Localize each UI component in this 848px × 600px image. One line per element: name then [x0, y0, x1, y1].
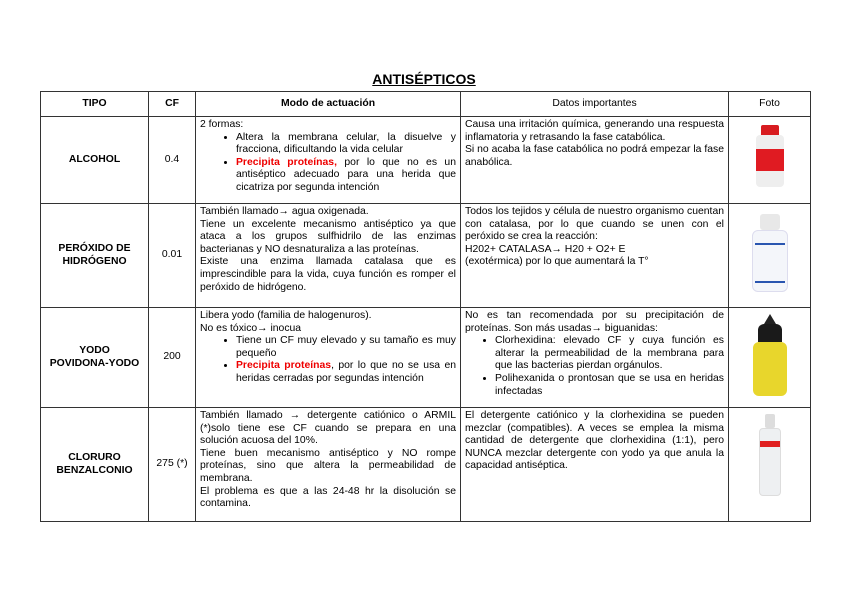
text-line: También llamado → detergente catiónico o ARMIL (*)solo tiene ese CF cuando se prepara en una solución acuosa del 10%. [200, 410, 456, 447]
text-line: No es tóxico→ inocua [200, 322, 302, 334]
highlight-text: Precipita proteínas [236, 360, 332, 372]
text: por lo que no es un antiséptico adecuado para una herida que cicatriza por segunda intención [236, 156, 456, 193]
text: , por lo que no se usa en heridas cerradas por segundas intención [236, 360, 456, 384]
text-line: No es tan recomendada por su precipitación de proteínas. Son más usadas→ biguanidas: [465, 310, 724, 334]
alcohol-bottle-image [756, 125, 784, 187]
hydrogen-peroxide-bottle-image [752, 214, 788, 292]
modo-cell [196, 408, 461, 522]
list-item: • Tiene un CF muy elevado y su tamaño es muy pequeño [236, 335, 456, 360]
text-line: Causa una irritación química, generando una respuesta inflamatoria y retrasando la fase catabólica. [465, 119, 724, 143]
povidone-iodine-bottle-image [753, 314, 787, 396]
cf-cell: 0.01 [149, 204, 196, 308]
list-item: • Polihexanida o prontosan que se usa en heridas infectadas [495, 373, 724, 398]
text-line: BENZALCONIO [56, 464, 133, 476]
text-line: Tiene un excelente mecanismo antiséptico ya que ataca a los grupos sulfhidrilo de las enzimas bacterianas y NO desnaturaliza a las proteínas. [200, 218, 456, 255]
cf-cell: 0.4 [149, 117, 196, 204]
cf-cell: 275 (*) [149, 408, 196, 522]
text-line: Todos los tejidos y célula de nuestro organismo cuentan con catalasa, por lo que cuando se unen con el peróxido se crea la reacción: [465, 206, 724, 243]
datos-cell [461, 308, 729, 408]
text-line: Libera yodo (familia de halogenuros). [200, 310, 372, 321]
datos-cell [461, 117, 729, 204]
text-line: HIDRÓGENO [62, 255, 127, 267]
text-line: YODO [79, 344, 110, 356]
benzalkonium-bottle-image [759, 414, 781, 496]
foto-cell [729, 117, 811, 204]
text-line: Tiene buen mecanismo antiséptico y NO rompe proteínas, sino que altera la permeabilidad de membrana. [200, 447, 456, 484]
text-line: CLORURO [68, 451, 121, 463]
header-datos: Datos importantes [461, 92, 729, 117]
text-line: 2 formas: [200, 119, 244, 130]
tipo-cell [41, 308, 149, 408]
text-line: Existe una enzima llamada catalasa que es imprescindible para la vida, cuya función es romper el peróxido de hidrógeno. [200, 256, 456, 293]
table-row [41, 408, 811, 522]
highlight-text: Precipita proteínas, [236, 156, 337, 168]
datos-cell [461, 204, 729, 308]
header-foto: Foto [729, 92, 811, 117]
cf-cell: 200 [149, 308, 196, 408]
text-line: También llamado→ agua oxigenada. [200, 206, 369, 217]
text-line: POVIDONA-YODO [49, 357, 140, 369]
header-tipo: TIPO [41, 92, 149, 117]
text-line: H202+ CATALASA→ H20 + O2+ E [465, 243, 626, 255]
foto-cell [729, 408, 811, 522]
header-row [41, 92, 811, 117]
datos-cell [461, 408, 729, 522]
list-item: • Clorhexidina: elevado CF y cuya función es alterar la permeabilidad de la membrana para que las bacterias pierdan orgánulos. [495, 335, 724, 373]
tipo-cell [41, 204, 149, 308]
modo-cell [196, 117, 461, 204]
foto-cell [729, 204, 811, 308]
foto-cell [729, 308, 811, 408]
text-line: Si no acaba la fase catabólica no podrá empezar la fase anabólica. [465, 144, 724, 168]
modo-cell [196, 204, 461, 308]
table-row [41, 204, 811, 308]
table-row [41, 308, 811, 408]
list-item [236, 360, 456, 385]
list-item [236, 157, 456, 195]
antiseptics-table [40, 91, 811, 522]
tipo-cell [41, 408, 149, 522]
text-line: El problema es que a las 24-48 hr la disolución se contamina. [200, 485, 456, 510]
text-line: El detergente catiónico y la clorhexidina se pueden mezclar (compatibles). A veces se emplea la misma cantidad de detergente que clorhexidina (1:1), pero NUNCA mezclar detergente con yodo ya que anula la capacidad antiséptica. [465, 410, 724, 472]
header-modo: Modo de actuación [196, 92, 461, 117]
tipo-cell: ALCOHOL [41, 117, 149, 204]
modo-cell [196, 308, 461, 408]
table-row [41, 117, 811, 204]
text-line: PERÓXIDO DE [58, 242, 131, 254]
header-cf: CF [149, 92, 196, 117]
list-item: • Altera la membrana celular, la disuelve y fracciona, dificultando la vida celular [236, 132, 456, 157]
page-title: ANTISÉPTICOS [372, 71, 476, 87]
text-line: (exotérmica) por lo que aumentará la T° [465, 256, 649, 268]
